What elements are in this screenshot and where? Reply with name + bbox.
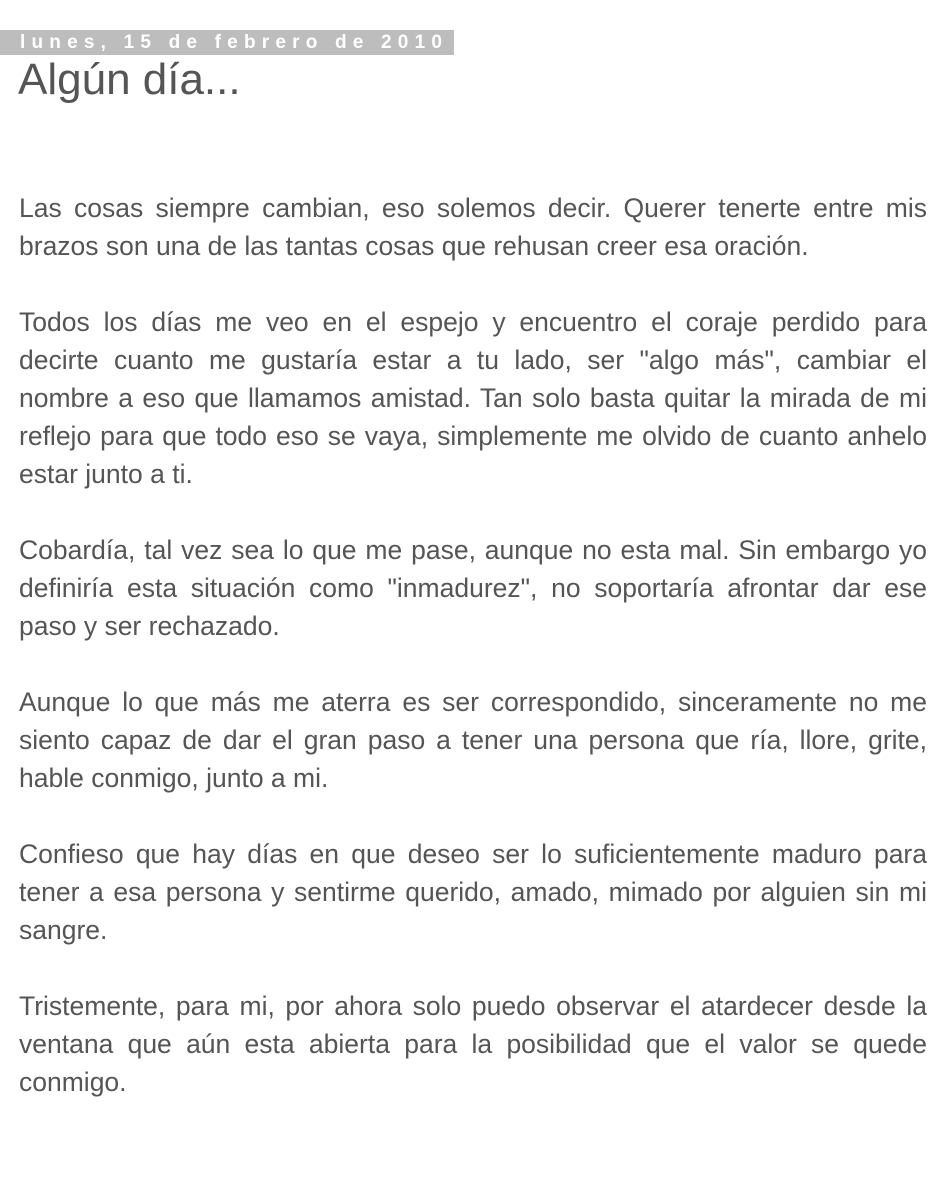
post-paragraph: Todos los días me veo en el espejo y encuentro el coraje perdido para decirte cuanto me gustaría estar a tu lado, ser "algo más", cambiar el nombre a eso que llamamos amistad. Tan solo basta quitar la mirada de mi reflejo para que todo eso se vaya, simplemente me olvido de cuanto anhelo estar junto a ti. — [19, 307, 927, 489]
post-body — [19, 189, 927, 1101]
post-date: lunes, 15 de febrero de 2010 — [20, 32, 449, 53]
post-paragraph: Aunque lo que más me aterra es ser correspondido, sinceramente no me siento capaz de dar el gran paso a tener una persona que ría, llore, grite, hable conmigo, junto a mi. — [19, 687, 927, 793]
post-paragraph: Confieso que hay días en que deseo ser lo suficientemente maduro para tener a esa persona y sentirme querido, amado, mimado por alguien sin mi sangre. — [19, 839, 927, 945]
post-paragraph: Las cosas siempre cambian, eso solemos decir. Querer tenerte entre mis brazos son una de las tantas cosas que rehusan creer esa oración. — [19, 193, 927, 261]
post-paragraph: Cobardía, tal vez sea lo que me pase, aunque no esta mal. Sin embargo yo definiría esta situación como "inmadurez", no soportaría afrontar dar ese paso y ser rechazado. — [19, 535, 927, 641]
post-paragraph: Tristemente, para mi, por ahora solo puedo observar el atardecer desde la ventana que aún esta abierta para la posibilidad que el valor se quede conmigo. — [19, 991, 927, 1097]
post-title[interactable]: Algún día... — [18, 55, 241, 104]
